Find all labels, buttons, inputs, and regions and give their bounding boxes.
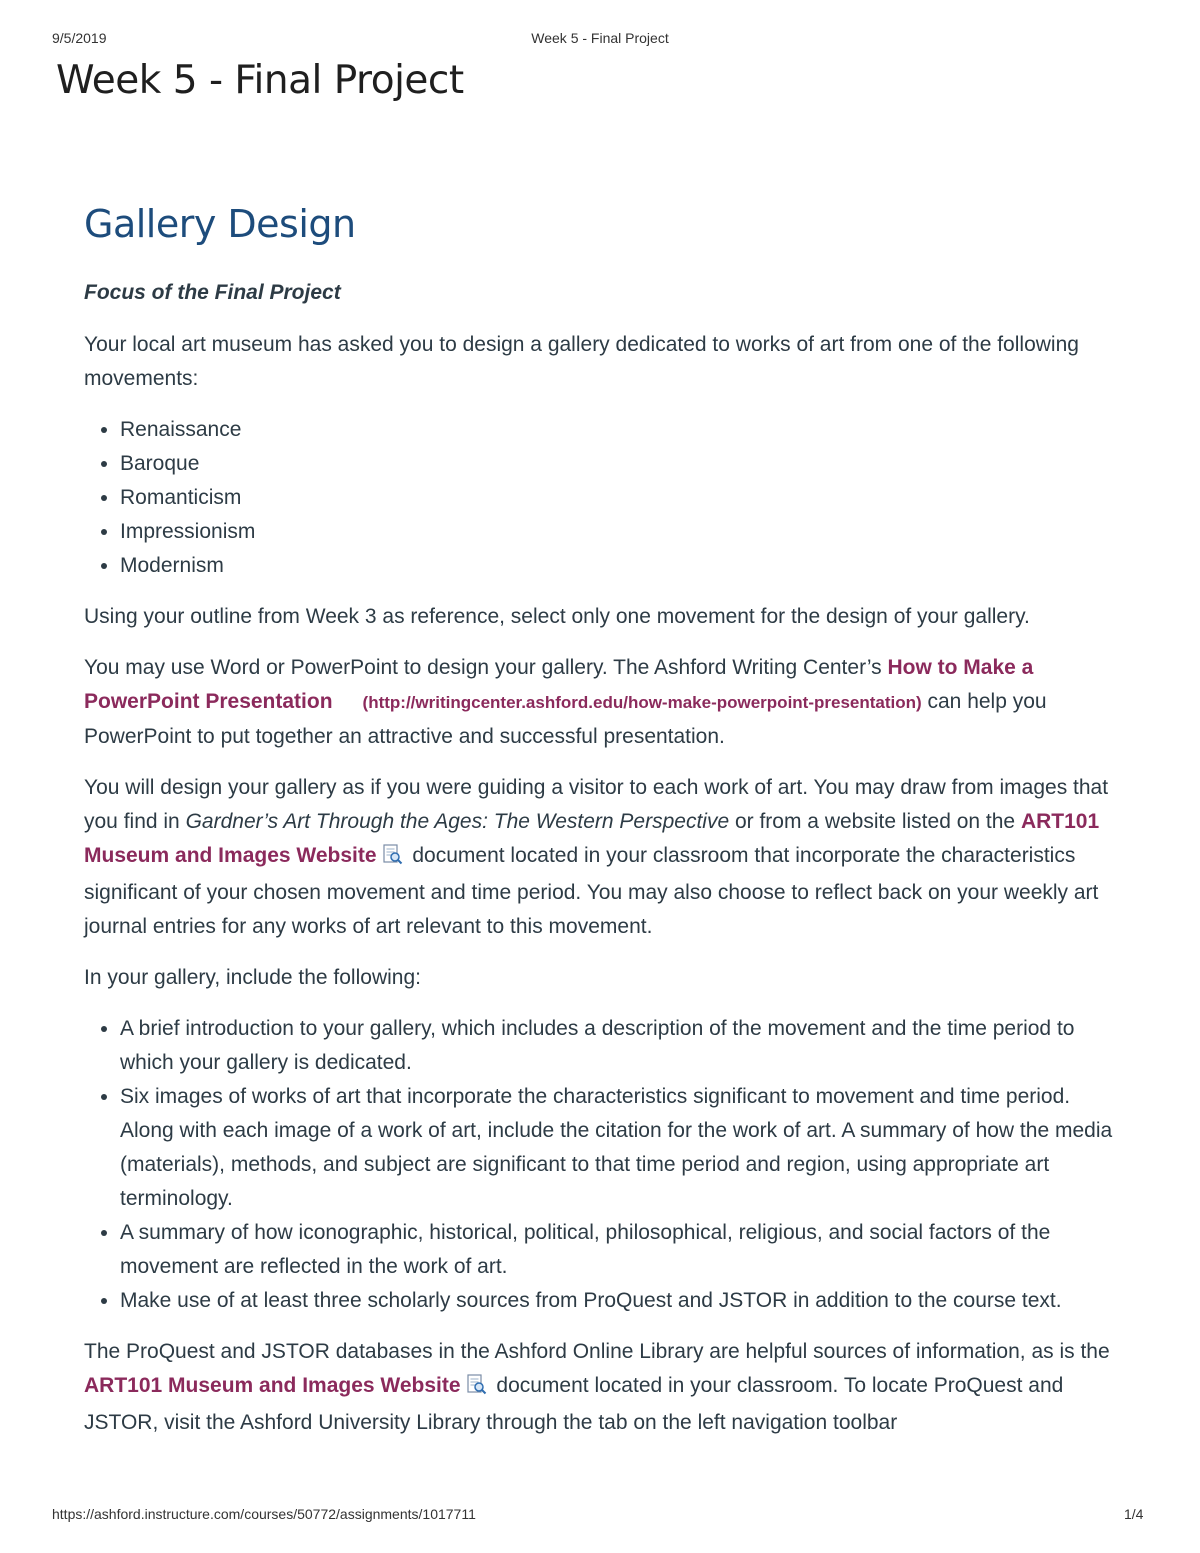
document-preview-icon[interactable] bbox=[381, 842, 403, 876]
list-item: • Six images of works of art that incorporate the characteristics significant to movement and time period. Along with each image of a work of art, include the citation for the work of art. A summary of how the media (materials), methods, and subject are significant to that time period and region, using appropriate art terminology. bbox=[120, 1080, 1124, 1216]
museum-website-link[interactable]: ART101 Museum and Images Website bbox=[84, 1374, 461, 1397]
list-item: • Modernism bbox=[120, 549, 1124, 583]
list-item: • Impressionism bbox=[120, 515, 1124, 549]
print-header-date: 9/5/2019 bbox=[52, 30, 107, 46]
paragraph-text: The ProQuest and JSTOR databases in the Ashford Online Library are helpful sources of information, as is the bbox=[84, 1340, 1110, 1363]
paragraph-text: You may use Word or PowerPoint to design your gallery. The Ashford Writing Center’s bbox=[84, 656, 888, 679]
design-paragraph bbox=[84, 771, 1124, 944]
intro-paragraph: Your local art museum has asked you to design a gallery dedicated to works of art from one of the following movements: bbox=[84, 333, 1079, 390]
list-item: • Renaissance bbox=[120, 413, 1124, 447]
powerpoint-guide-url[interactable]: (http://writingcenter.ashford.edu/how-make-powerpoint-presentation) bbox=[362, 693, 922, 712]
paragraph-text: You will design your gallery as if you were guiding a visitor to each work of art. You may draw from images that you find in bbox=[84, 776, 1109, 833]
textbook-title: Gardner’s Art Through the Ages: The Western Perspective bbox=[185, 810, 730, 833]
assignment-content bbox=[84, 196, 1124, 1457]
page-title: Week 5 - Final Project bbox=[56, 58, 464, 103]
print-footer-page-number: 1/4 bbox=[1124, 1506, 1144, 1522]
powerpoint-paragraph bbox=[84, 651, 1124, 754]
paragraph-text: document located in your classroom. To locate ProQuest and JSTOR, visit the Ashford University Library through the tab on the left navigation toolbar bbox=[84, 1374, 1064, 1434]
focus-heading: Focus of the Final Project bbox=[84, 281, 341, 304]
requirements-list bbox=[84, 1012, 1124, 1318]
museum-website-link[interactable]: ART101 Museum and Images Website bbox=[84, 810, 1100, 867]
list-item: • Baroque bbox=[120, 447, 1124, 481]
list-item: • Romanticism bbox=[120, 481, 1124, 515]
section-title: Gallery Design bbox=[84, 202, 356, 246]
include-intro: In your gallery, include the following: bbox=[84, 966, 421, 989]
powerpoint-guide-link[interactable]: How to Make a PowerPoint Presentation bbox=[84, 656, 1034, 713]
print-footer-url: https://ashford.instructure.com/courses/50772/assignments/1017711 bbox=[52, 1506, 476, 1522]
list-item: • A brief introduction to your gallery, which includes a description of the movement and the time period to which your gallery is dedicated. bbox=[120, 1012, 1124, 1080]
list-item: • Make use of at least three scholarly sources from ProQuest and JSTOR in addition to the course text. bbox=[120, 1284, 1124, 1318]
list-item: • A summary of how iconographic, historical, political, philosophical, religious, and social factors of the movement are reflected in the work of art. bbox=[120, 1216, 1124, 1284]
paragraph-text: can help you PowerPoint to put together an attractive and successful presentation. bbox=[84, 690, 1047, 748]
document-preview-icon[interactable] bbox=[465, 1372, 487, 1406]
paragraph-text: document located in your classroom that incorporate the characteristics significant of your chosen movement and time period. You may also choose to reflect back on your weekly art journal entries for any works of art relevant to this movement. bbox=[84, 844, 1099, 938]
print-header-title: Week 5 - Final Project bbox=[531, 30, 669, 46]
paragraph-text: or from a website listed on the bbox=[729, 810, 1021, 833]
movements-list bbox=[84, 413, 1124, 583]
outline-paragraph: Using your outline from Week 3 as reference, select only one movement for the design of your gallery. bbox=[84, 605, 1030, 628]
proquest-paragraph bbox=[84, 1335, 1124, 1440]
